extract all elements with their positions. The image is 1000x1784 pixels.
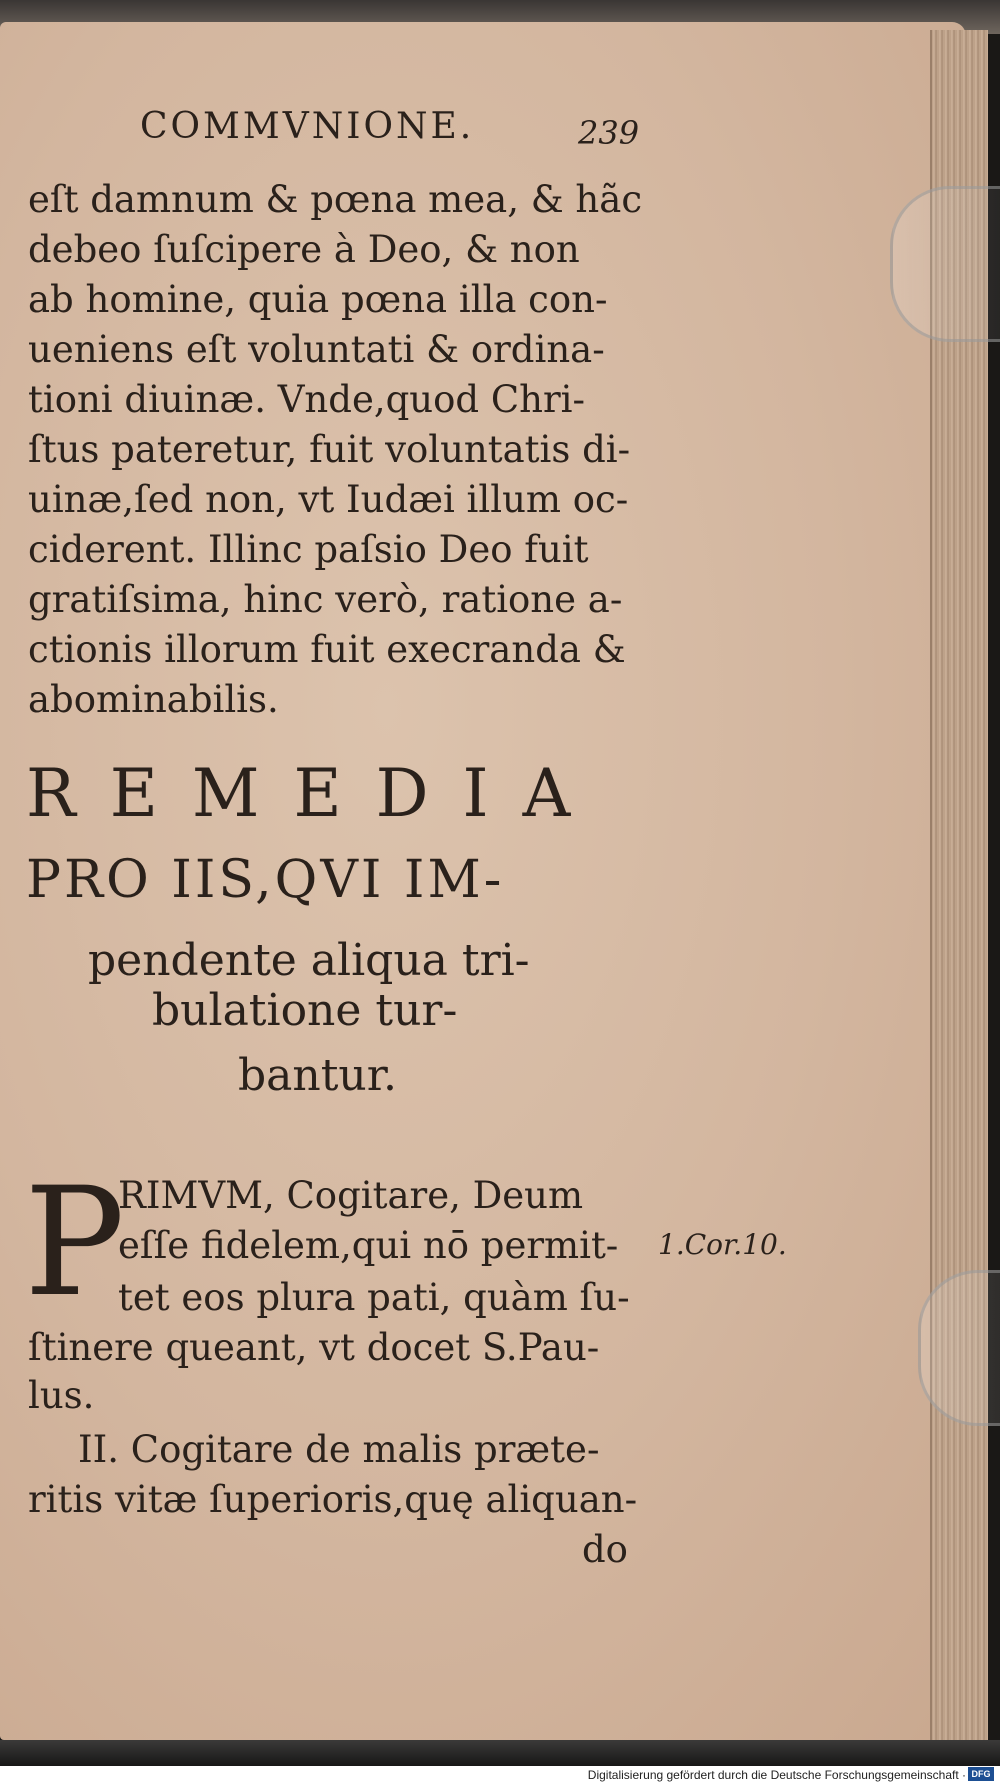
paragraph2-line: ſtinere queant, vt docet S.Pau- [28, 1326, 600, 1369]
margin-note: 1.Cor.10. [658, 1228, 787, 1261]
page-number: 239 [578, 114, 640, 152]
paragraph1-line: ueniens eſt voluntati & ordina- [28, 328, 605, 371]
paragraph1-line: tioni diuinæ. Vnde,quod Chri- [28, 378, 586, 421]
scan-bottom-edge [0, 1740, 1000, 1768]
catchword: do [582, 1528, 628, 1571]
paragraph1-line: ab homine, quia pœna illa con- [28, 278, 608, 321]
book-clip-top [890, 186, 1000, 342]
paragraph3-line: ritis vitæ ſuperioris,quę aliquan- [28, 1478, 638, 1521]
paragraph2-line: RIMVM, Cogitare, Deum [118, 1174, 584, 1217]
dfg-logo: DFG [968, 1767, 994, 1781]
paragraph1-line: ctionis illorum fuit execranda & [28, 628, 626, 671]
footer-credit: Digitalisierung gefördert durch die Deutsche Forschungsgemeinschaft · [587, 1768, 966, 1782]
section-subheading: bulatione tur- [152, 985, 458, 1036]
drop-cap: P [24, 1156, 125, 1330]
running-head: COMMVNIONE. [140, 106, 475, 147]
paragraph2-line: eſſe fidelem,qui nō permit- [118, 1224, 619, 1267]
paragraph2-line: tet eos plura pati, quàm ſu- [118, 1276, 630, 1319]
paragraph1-line: ſtus pateretur, fuit voluntatis di- [28, 428, 631, 471]
paragraph1-line: eſt damnum & pœna mea, & hãc [28, 178, 643, 221]
paragraph1-line: debeo ſuſcipere à Deo, & non [28, 228, 580, 271]
paragraph1-line: gratiſsima, hinc verò, ratione a- [28, 578, 623, 621]
section-subheading: pendente aliqua tri- [88, 935, 530, 986]
paragraph1-line: ciderent. Illinc paſsio Deo fuit [28, 528, 589, 571]
book-clip-bottom [918, 1270, 1000, 1426]
section-heading: REMEDIA [26, 755, 605, 832]
paragraph2-line: lus. [28, 1374, 95, 1417]
section-subheading: PRO IIS,QVI IM- [26, 850, 505, 910]
section-subheading: bantur. [238, 1050, 397, 1101]
paragraph3-line: II. Cogitare de malis præte- [78, 1428, 600, 1471]
paragraph1-line: abominabilis. [28, 678, 279, 721]
paragraph1-line: uinæ,ſed non, vt Iudæi illum oc- [28, 478, 629, 521]
